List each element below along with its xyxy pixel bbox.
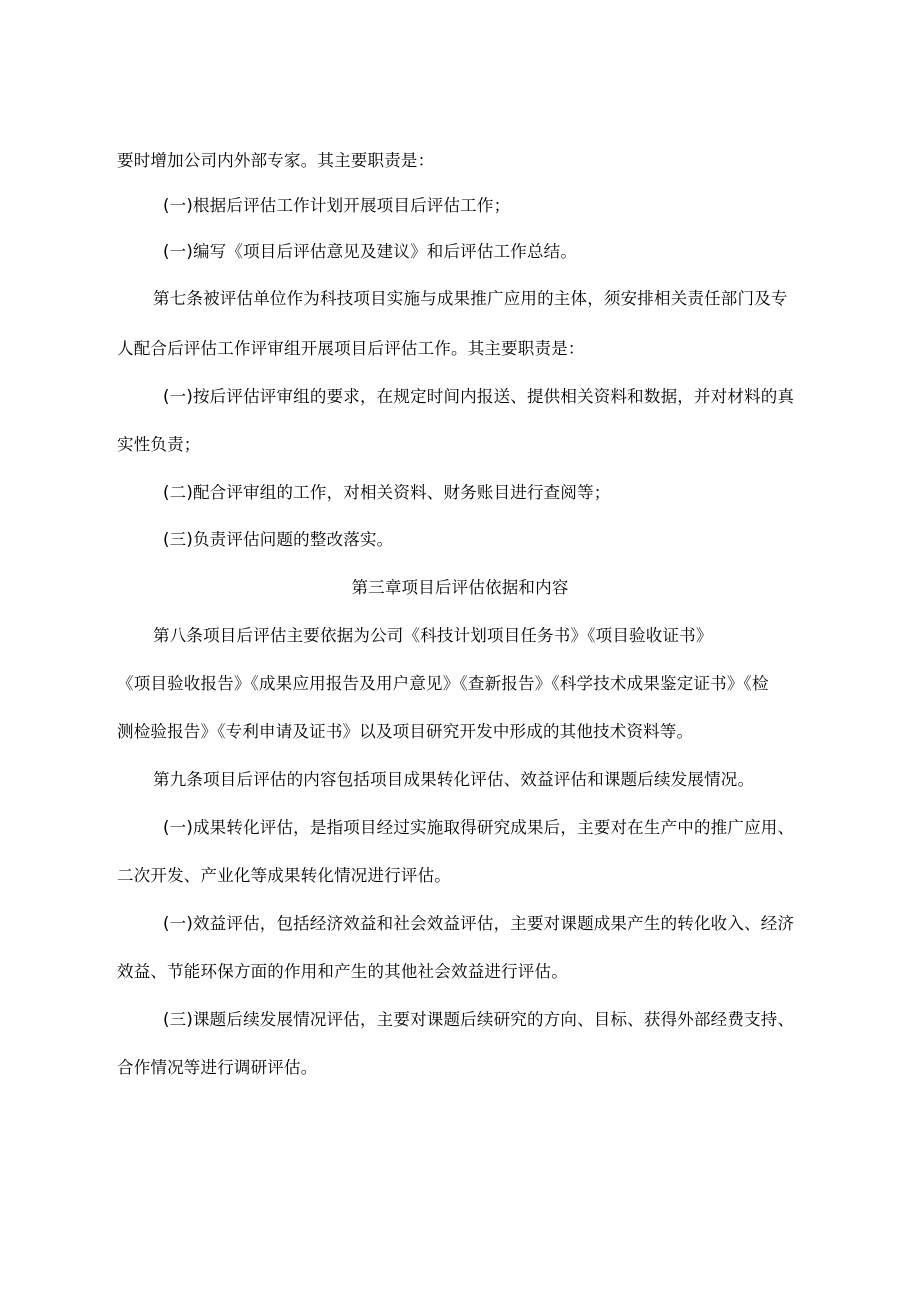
text-line: 人配合后评估工作评审组开展项目后评估工作。其主要职责是：: [117, 339, 585, 358]
list-item: (一)按后评估评审组的要求，在规定时间内报送、提供相关资料和数据，并对材料的真: [163, 387, 795, 406]
text-line: 二次开发、产业化等成果转化情况进行评估。: [117, 866, 451, 885]
text-line: 效益、节能环保方面的作用和产生的其他社会效益进行评估。: [117, 962, 568, 981]
list-item: (一)编写《项目后评估意见及建议》和后评估工作总结。: [163, 242, 578, 261]
article-paragraph: 第七条被评估单位作为科技项目实施与成果推广应用的主体，须安排相关责任部门及专: [153, 289, 788, 308]
list-item: (一)成果转化评估，是指项目经过实施取得研究成果后，主要对在生产中的推广应用、: [163, 818, 795, 837]
article-paragraph: 第八条项目后评估主要依据为公司《科技计划项目任务书》《项目验收证书》: [153, 626, 713, 645]
text-line: 《项目验收报告》《成果应用报告及用户意见》《查新报告》《科学技术成果鉴定证书》《检: [117, 674, 769, 693]
text-line: 实性负责；: [117, 435, 201, 454]
list-item: (三)课题后续发展情况评估，主要对课题后续研究的方向、目标、获得外部经费支持、: [163, 1010, 795, 1029]
text-line: 要时增加公司内外部专家。其主要职责是：: [117, 151, 435, 170]
list-item: (一)根据后评估工作计划开展项目后评估工作；: [163, 196, 511, 215]
list-item: (二)配合评审组的工作，对相关资料、财务账目进行查阅等；: [163, 483, 611, 502]
text-line: 测检验报告》《专利申请及证书》以及项目研究开发中形成的其他技术资料等。: [117, 722, 694, 741]
chapter-heading: 第三章项目后评估依据和内容: [351, 578, 569, 597]
text-line: 合作情况等进行调研评估。: [117, 1058, 318, 1077]
list-item: (三)负责评估问题的整改落实。: [163, 530, 394, 549]
list-item: (一)效益评估，包括经济效益和社会效益评估，主要对课题成果产生的转化收入、经济: [163, 914, 795, 933]
article-paragraph: 第九条项目后评估的内容包括项目成果转化评估、效益评估和课题后续发展情况。: [153, 770, 755, 789]
